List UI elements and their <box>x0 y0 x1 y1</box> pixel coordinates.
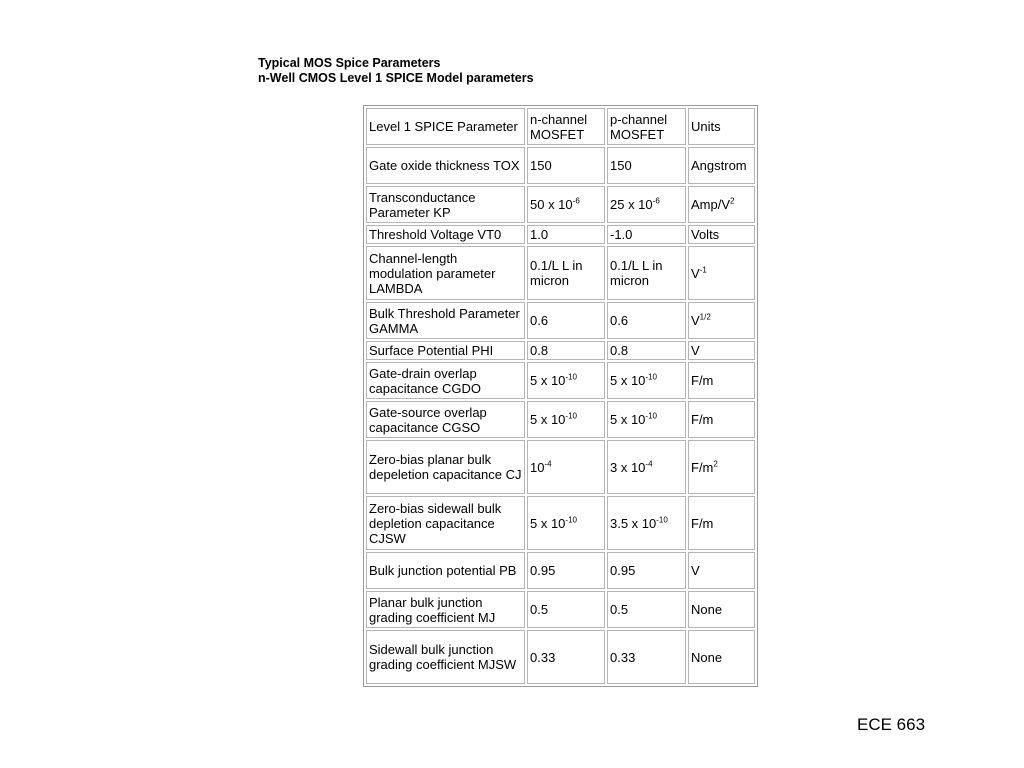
cell-param <box>366 246 525 300</box>
cell-units-text: F/m <box>691 459 714 475</box>
cell-p-channel-exponent: -4 <box>645 459 653 469</box>
cell-n-channel <box>527 496 605 550</box>
table-row <box>366 225 755 244</box>
table-row <box>366 440 755 494</box>
cell-n-channel-exponent: -10 <box>565 411 577 421</box>
cell-n-channel-text: 0.5 <box>530 602 549 617</box>
table-row <box>366 401 755 438</box>
cell-n-channel-exponent: -10 <box>565 372 577 382</box>
cell-param-text: Channel-length modulation parameter LAMBDA <box>369 250 496 296</box>
cell-param <box>366 440 525 494</box>
cell-param <box>366 630 525 684</box>
cell-units-exponent: -1 <box>699 265 707 275</box>
cell-units-text: Amp/V <box>691 197 731 212</box>
cell-param-text: Threshold Voltage VT0 <box>369 227 502 242</box>
cell-param <box>366 186 525 223</box>
cell-n-channel <box>527 147 605 184</box>
cell-n-channel-text: 5 x 10 <box>530 412 566 427</box>
cell-n-channel-text: 50 x 10 <box>530 197 573 212</box>
cell-units-text: F/m <box>691 412 714 427</box>
cell-p-channel <box>607 630 686 684</box>
cell-n-channel <box>527 302 605 339</box>
cell-p-channel-text: 5 x 10 <box>610 373 646 388</box>
cell-p-channel <box>607 225 686 244</box>
table-row <box>366 147 755 184</box>
cell-param-text: Gate-source overlap capacitance CGSO <box>369 404 487 435</box>
cell-param-text: Gate-drain overlap capacitance CGDO <box>369 365 481 396</box>
cell-p-channel <box>607 302 686 339</box>
cell-n-channel <box>527 246 605 300</box>
cell-n-channel <box>527 552 605 589</box>
cell-param-text: Bulk junction potential PB <box>369 563 517 578</box>
cell-param <box>366 362 525 399</box>
cell-p-channel-text: 150 <box>610 158 632 173</box>
cell-n-channel-exponent: -4 <box>544 459 552 469</box>
cell-n-channel-text: 5 x 10 <box>530 515 566 531</box>
cell-units-text: None <box>691 649 723 665</box>
cell-n-channel <box>527 186 605 223</box>
cell-p-channel-text: 0.95 <box>610 563 636 578</box>
cell-n-channel-text: 5 x 10 <box>530 373 566 388</box>
cell-p-channel <box>607 362 686 399</box>
cell-units-text: Volts <box>691 227 720 242</box>
cell-param <box>366 401 525 438</box>
cell-param-text: Sidewall bulk junction grading coefficient MJSW <box>369 642 517 672</box>
cell-units <box>688 591 755 628</box>
cell-n-channel <box>527 440 605 494</box>
cell-n-channel <box>527 630 605 684</box>
cell-units-text: Angstrom <box>691 158 747 173</box>
cell-param-text: Planar bulk junction grading coefficient MJ <box>369 594 496 625</box>
cell-units-text: V <box>691 343 700 358</box>
cell-n-channel-exponent: -10 <box>565 515 577 525</box>
table-row <box>366 591 755 628</box>
spice-parameters-table <box>363 105 758 687</box>
cell-p-channel-text: 3.5 x 10 <box>610 515 657 531</box>
header-param: Level 1 SPICE Parameter <box>366 108 525 145</box>
cell-units <box>688 246 755 300</box>
cell-units <box>688 630 755 684</box>
cell-param-text: Bulk Threshold Parameter GAMMA <box>369 305 520 336</box>
cell-p-channel <box>607 552 686 589</box>
header-n-channel: n-channel MOSFET <box>527 108 605 145</box>
cell-param-text: Transconductance Parameter KP <box>369 189 476 220</box>
header-p-channel: p-channel MOSFET <box>607 108 686 145</box>
cell-units-exponent: 2 <box>730 196 735 206</box>
cell-units <box>688 401 755 438</box>
cell-param-text: Surface Potential PHI <box>369 343 494 358</box>
cell-units <box>688 147 755 184</box>
cell-units <box>688 496 755 550</box>
table-row <box>366 302 755 339</box>
cell-units-text: None <box>691 602 723 617</box>
cell-n-channel <box>527 591 605 628</box>
cell-units <box>688 362 755 399</box>
cell-param <box>366 591 525 628</box>
cell-p-channel <box>607 591 686 628</box>
cell-n-channel-text: 1.0 <box>530 227 549 242</box>
cell-p-channel <box>607 186 686 223</box>
cell-n-channel-text: 10 <box>530 459 545 475</box>
cell-units <box>688 341 755 360</box>
cell-p-channel-text: 0.6 <box>610 313 629 328</box>
heading-title: Typical MOS Spice Parameters <box>258 56 441 70</box>
table-row <box>366 496 755 550</box>
cell-n-channel-text: 150 <box>530 158 552 173</box>
cell-units-exponent: 2 <box>713 459 718 469</box>
cell-n-channel-text: 0.6 <box>530 313 549 328</box>
cell-param-text: Gate oxide thickness TOX <box>369 158 520 173</box>
cell-p-channel-text: 25 x 10 <box>610 197 653 212</box>
header-units: Units <box>688 108 755 145</box>
cell-p-channel-text: 0.33 <box>610 649 636 665</box>
table-row <box>366 362 755 399</box>
cell-n-channel <box>527 401 605 438</box>
table-row <box>366 552 755 589</box>
table-row <box>366 246 755 300</box>
cell-n-channel <box>527 362 605 399</box>
cell-p-channel-exponent: -10 <box>645 411 657 421</box>
cell-units <box>688 440 755 494</box>
cell-units-exponent: 1/2 <box>699 312 711 322</box>
cell-units <box>688 302 755 339</box>
cell-param <box>366 225 525 244</box>
cell-param-text: Zero-bias sidewall bulk depletion capacitance CJSW <box>369 500 502 546</box>
cell-p-channel-text: 3 x 10 <box>610 459 646 475</box>
course-label: ECE 663 <box>857 715 926 734</box>
cell-p-channel <box>607 147 686 184</box>
cell-units <box>688 552 755 589</box>
cell-n-channel-text: 0.1/L L in micron <box>530 258 583 288</box>
cell-param <box>366 302 525 339</box>
cell-p-channel-text: 0.8 <box>610 343 629 358</box>
cell-p-channel <box>607 440 686 494</box>
cell-n-channel-text: 0.8 <box>530 343 549 358</box>
cell-units-text: F/m <box>691 373 714 388</box>
cell-param-text: Zero-bias planar bulk depeletion capacitance CJ <box>369 452 522 482</box>
cell-p-channel-exponent: -10 <box>645 372 657 382</box>
cell-p-channel-text: 5 x 10 <box>610 412 646 427</box>
cell-n-channel-text: 0.33 <box>530 649 556 665</box>
spice-parameters-table-container <box>363 105 758 687</box>
cell-param <box>366 496 525 550</box>
cell-n-channel-exponent: -6 <box>572 196 580 206</box>
table-row <box>366 630 755 684</box>
cell-units-text: V <box>691 265 700 281</box>
table-row <box>366 186 755 223</box>
cell-p-channel <box>607 341 686 360</box>
cell-n-channel <box>527 341 605 360</box>
cell-n-channel <box>527 225 605 244</box>
slide-heading <box>258 56 534 86</box>
cell-p-channel-exponent: -6 <box>652 196 660 206</box>
cell-units <box>688 186 755 223</box>
cell-p-channel-text: 0.1/L L in micron <box>610 258 663 288</box>
cell-p-channel <box>607 496 686 550</box>
cell-param <box>366 147 525 184</box>
heading-subtitle: n-Well CMOS Level 1 SPICE Model parameters <box>258 71 534 85</box>
cell-param <box>366 552 525 589</box>
cell-param <box>366 341 525 360</box>
cell-p-channel-exponent: -10 <box>656 515 668 525</box>
cell-p-channel-text: -1.0 <box>610 227 633 242</box>
cell-p-channel <box>607 246 686 300</box>
table-row <box>366 341 755 360</box>
cell-p-channel <box>607 401 686 438</box>
cell-units <box>688 225 755 244</box>
cell-units-text: F/m <box>691 515 714 531</box>
cell-p-channel-text: 0.5 <box>610 602 629 617</box>
cell-units-text: V <box>691 313 700 328</box>
cell-units-text: V <box>691 563 700 578</box>
cell-n-channel-text: 0.95 <box>530 563 556 578</box>
table-header-row <box>366 108 755 145</box>
